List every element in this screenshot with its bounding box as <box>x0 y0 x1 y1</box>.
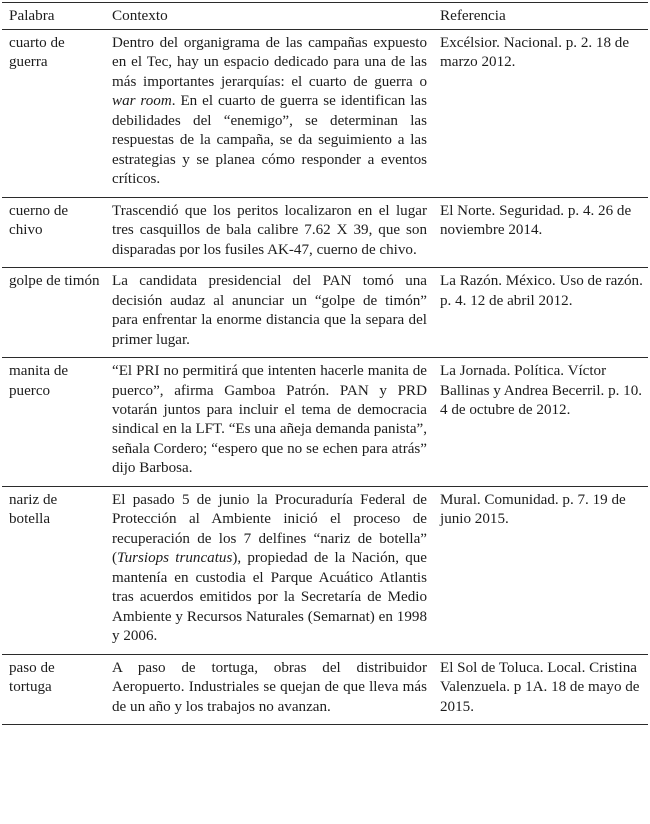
contexto-italic-segment: Tursiops truncatus <box>117 550 233 567</box>
referencia-cell: La Jornada. Política. Víctor Ballinas y Andrea Becerril. p. 10. 4 de octubre de 2012. <box>440 358 648 487</box>
palabra-cell: nariz de botella <box>2 486 112 654</box>
header-row <box>2 3 648 30</box>
contexto-cell <box>112 358 440 487</box>
referencia-cell: El Norte. Seguridad. p. 4. 26 de noviembre 2014. <box>440 197 648 267</box>
contexto-segment: Trascendió que los peritos localizaron en el lugar tres casquillos de bala calibre 7.62 X 39, que son disparadas por los fusiles AK-47, cuerno de chivo. <box>112 202 427 258</box>
palabra-cell: cuarto de guerra <box>2 30 112 198</box>
contexto-segment: ), propiedad de la Nación, que mantenía en custodia el Parque Acuático Atlantis tras acuerdos emitidos por la Secretaría de Medio Ambiente y Recursos Naturales (Semarnat) en 1998 y 2006. <box>112 550 428 645</box>
contexto-segment: El pasado 5 de junio la Procuraduría Federal de Protección al Ambiente inició el proceso de recuperación de los 7 delfines “nariz de botella” ( <box>112 491 427 567</box>
contexto-segment: A paso de tortuga, obras del distribuidor Aeropuerto. Industriales se quejan de que lleva más de un año y los trabajos no avanzan. <box>112 659 427 715</box>
contexto-segment: Dentro del organigrama de las campañas expuesto en el Tec, hay un espacio dedicado para una de las más importantes jerarquías: el cuarto de guerra o <box>112 35 427 90</box>
table-row <box>2 197 648 267</box>
column-header-referencia: Referencia <box>440 3 648 30</box>
referencia-cell: Mural. Comunidad. p. 7. 19 de junio 2015. <box>440 486 648 654</box>
contexto-cell <box>112 654 440 724</box>
contexto-cell <box>112 197 440 267</box>
contexto-segment: . En el cuarto de guerra se identifican las debilidades del “enemigo”, se determinan las respuestas de la campaña, se da seguimiento a las estrategias y se planea cómo responder a eventos críticos. <box>112 93 427 188</box>
table-body <box>2 30 648 725</box>
contexto-segment: “El PRI no permitirá que intenten hacerle manita de puerco”, afirma Gamboa Patrón. PAN y PRD votarán juntos para incluir el tema de democracia sindical en la LFT. “Es una añeja demanda panista”, señala Cordero; “espero que no se echen para atrás” dijo Barbosa. <box>112 363 427 477</box>
column-header-contexto: Contexto <box>112 3 440 30</box>
lexical-examples-table <box>2 2 648 725</box>
table-row <box>2 268 648 358</box>
palabra-cell: cuerno de chivo <box>2 197 112 267</box>
referencia-cell: El Sol de Toluca. Local. Cristina Valenzuela. p 1A. 18 de mayo de 2015. <box>440 654 648 724</box>
table-row <box>2 486 648 654</box>
column-header-palabra: Palabra <box>2 3 112 30</box>
contexto-italic-segment: war room <box>112 93 172 110</box>
table-row <box>2 358 648 487</box>
palabra-cell: paso de tortuga <box>2 654 112 724</box>
table-row <box>2 654 648 724</box>
referencia-cell: Excélsior. Nacional. p. 2. 18 de marzo 2012. <box>440 30 648 198</box>
contexto-cell <box>112 30 440 198</box>
palabra-cell: golpe de timón <box>2 268 112 358</box>
table-row <box>2 30 648 198</box>
contexto-cell <box>112 486 440 654</box>
contexto-cell <box>112 268 440 358</box>
table-header <box>2 3 648 30</box>
palabra-cell: manita de puerco <box>2 358 112 487</box>
referencia-cell: La Razón. México. Uso de razón. p. 4. 12 de abril 2012. <box>440 268 648 358</box>
contexto-segment: La candidata presidencial del PAN tomó una decisión audaz al anunciar un “golpe de timón” para enfrentar la enorme distancia que la separa del primer lugar. <box>112 273 427 348</box>
